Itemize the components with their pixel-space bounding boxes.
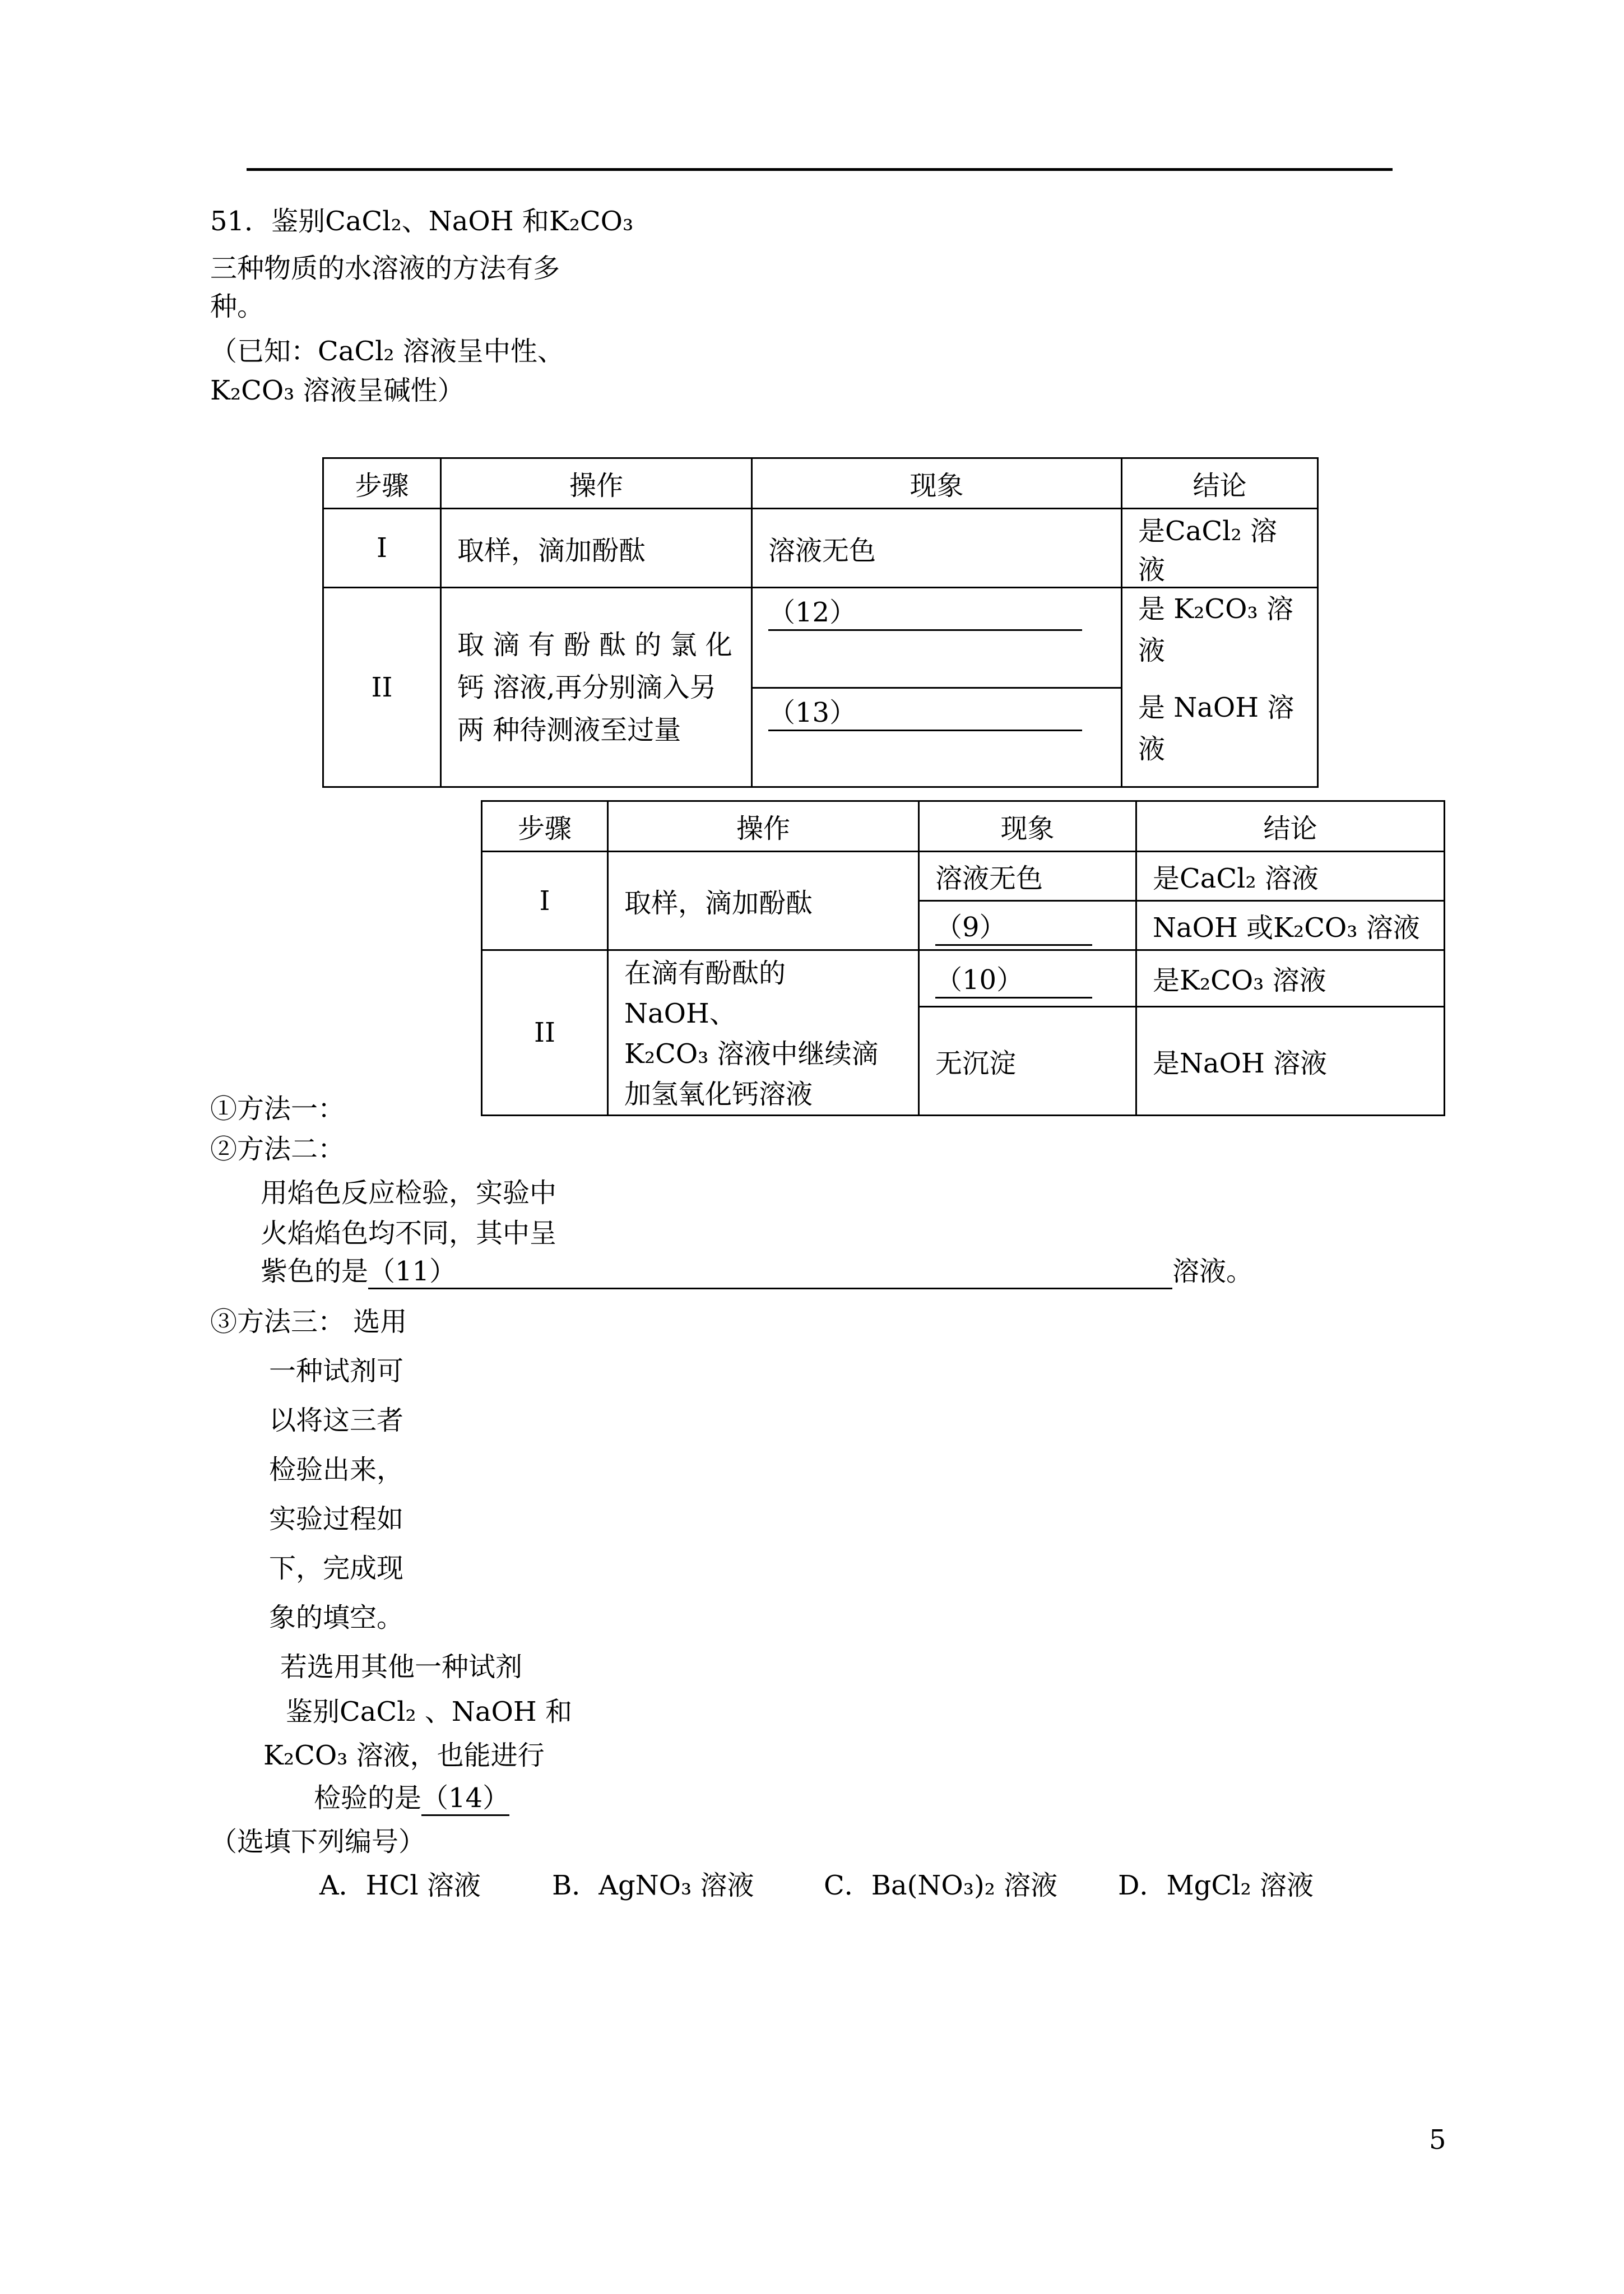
experiment-table-1 (322, 457, 1319, 788)
blank-9[interactable]: （9） (935, 905, 1092, 946)
conclusion-naoh: 是 NaOH 溶 (1138, 692, 1294, 723)
table2-header-step: 步骤 (482, 801, 608, 852)
table2-row2-phenomenon-b: 无沉淀 (919, 1006, 1136, 1115)
table1-row2-operation-line: 取 滴 有 酚 酞 的 氯 化 (457, 629, 732, 661)
extra-line-3: K₂CO₃ 溶液，也能进行 (263, 1740, 545, 1771)
blank-11[interactable]: （11） (368, 1255, 1172, 1289)
blank-12[interactable]: （12） (768, 588, 1082, 631)
question-line-1: 51．鉴别CaCl₂、NaOH 和K₂CO₃ (210, 206, 634, 237)
table2-row2-operation (608, 950, 919, 1116)
method-3-line: 象的填空。 (269, 1602, 404, 1633)
table1-header-conclusion: 结论 (1122, 458, 1318, 509)
table1-header-phenomenon: 现象 (752, 458, 1122, 509)
extra-hint: （选填下列编号） (210, 1826, 426, 1858)
table1-row1-operation: 取样，滴加酚酞 (441, 509, 752, 588)
extra-line-2: 鉴别CaCl₂ 、NaOH 和 (286, 1696, 573, 1728)
table2-row2-phenomenon-a (919, 950, 1136, 1007)
table2-row1-conclusion-a: 是CaCl₂ 溶液 (1136, 852, 1445, 901)
method-3-line: 一种试剂可 (269, 1355, 404, 1387)
known-line-1: （已知：CaCl₂ 溶液呈中性、 (210, 336, 564, 367)
blank-10[interactable]: （10） (935, 958, 1092, 999)
option-d[interactable]: D．MgCl₂ 溶液 (1118, 1870, 1314, 1901)
extra-line-1: 若选用其他一种试剂 (280, 1651, 523, 1683)
table2-row1-step: I (482, 852, 608, 950)
table1-header-operation: 操作 (441, 458, 752, 509)
blank-13[interactable]: （13） (768, 689, 1082, 731)
method-1-label: ①方法一： (210, 1093, 345, 1125)
table1-header-step: 步骤 (323, 458, 441, 509)
table1-row2-operation-line: 两 种待测液至过量 (457, 714, 681, 746)
table1-row2-step: II (323, 588, 441, 787)
table2-row2-operation-line: K₂CO₃ 溶液中继续滴 (624, 1038, 879, 1070)
method-3-line: 以将这三者 (269, 1405, 404, 1436)
table1-row2-operation-line: 钙 溶液,再分别滴入另 (457, 671, 717, 703)
method-3-label: ③方法三： 选用 (210, 1306, 407, 1338)
blank-14[interactable]: （14） (421, 1782, 509, 1816)
table2-header-conclusion: 结论 (1136, 801, 1445, 852)
method-2-line-2: 火焰焰色均不同，其中呈 (261, 1218, 557, 1249)
table2-header-phenomenon: 现象 (919, 801, 1136, 852)
table2-header-operation: 操作 (608, 801, 919, 852)
table2-row2-operation-line: 在滴有酚酞的 NaOH、 (624, 958, 786, 1029)
table2-row2-step: II (482, 950, 608, 1116)
table2-row1-operation: 取样，滴加酚酞 (608, 852, 919, 950)
option-b[interactable]: B．AgNO₃ 溶液 (552, 1870, 754, 1901)
method-2-line-1: 用焰色反应检验，实验中 (261, 1177, 557, 1209)
method-2-prefix: 紫色的是 (261, 1256, 369, 1287)
table2-row2-operation-line: 加氢氧化钙溶液 (624, 1079, 813, 1110)
table2-row1-phenomenon-a: 溶液无色 (919, 852, 1136, 901)
method-3-line: 实验过程如 (269, 1503, 404, 1535)
table1-row1-conclusion: 是CaCl₂ 溶液 (1122, 509, 1318, 588)
table1-row2-phenomenon (752, 588, 1122, 787)
conclusion-k2co3-cont: 液 (1138, 635, 1166, 666)
method-3-line: 检验出来， (269, 1454, 404, 1485)
method-2-label: ②方法二： (210, 1134, 345, 1165)
question-line-3: 种。 (210, 291, 265, 322)
method-3-line: 下，完成现 (269, 1553, 404, 1584)
table1-row2-conclusion (1122, 588, 1318, 787)
table2-row2-conclusion-a: 是K₂CO₃ 溶液 (1136, 950, 1445, 1007)
question-line-2: 三种物质的水溶液的方法有多 (210, 253, 560, 284)
table1-row2-operation (441, 588, 752, 787)
header-rule (247, 168, 1393, 171)
table2-row2-conclusion-b: 是NaOH 溶液 (1136, 1006, 1445, 1115)
table2-row1-phenomenon-b (919, 901, 1136, 950)
method-2-suffix: 溶液。 (1172, 1256, 1254, 1287)
experiment-table-2 (481, 800, 1445, 1116)
table2-row1-conclusion-b: NaOH 或K₂CO₃ 溶液 (1136, 901, 1445, 950)
method-2-line-3 (261, 1255, 1253, 1289)
table1-row1-step: I (323, 509, 441, 588)
known-line-2: K₂CO₃ 溶液呈碱性） (210, 375, 465, 406)
conclusion-naoh-cont: 液 (1138, 733, 1166, 765)
conclusion-k2co3: 是 K₂CO₃ 溶 (1138, 593, 1293, 625)
option-c[interactable]: C．Ba(NO₃)₂ 溶液 (824, 1870, 1058, 1901)
page-number: 5 (1429, 2124, 1446, 2156)
table1-row1-phenomenon: 溶液无色 (752, 509, 1122, 588)
extra-line-4 (314, 1782, 509, 1816)
extra-prefix: 检验的是 (314, 1782, 422, 1814)
option-a[interactable]: A．HCl 溶液 (319, 1870, 481, 1901)
